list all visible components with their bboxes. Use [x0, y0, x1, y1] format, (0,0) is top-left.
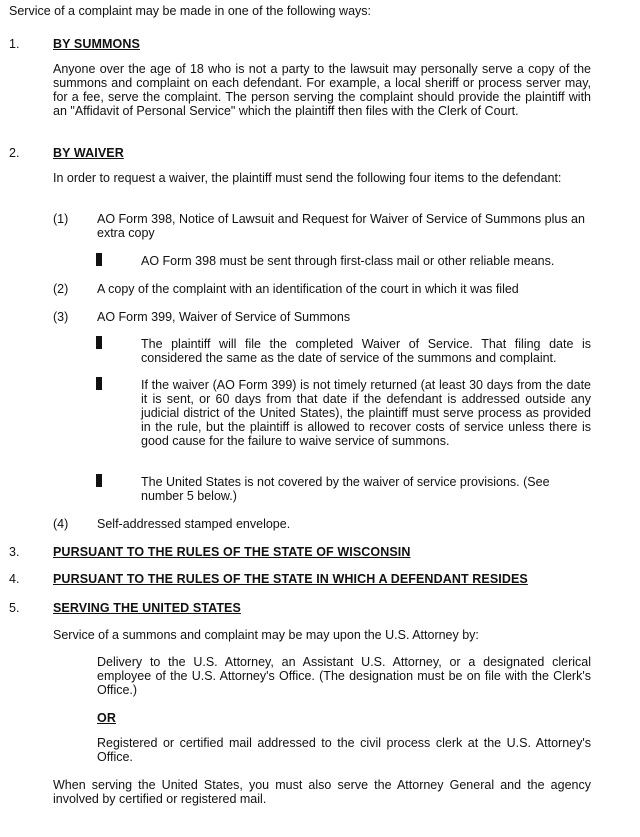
item-2-number: (2) [53, 282, 69, 296]
bullet-marker [96, 474, 102, 487]
section-3-heading: PURSUANT TO THE RULES OF THE STATE OF WISCONSIN [53, 545, 411, 559]
bullet-marker [96, 253, 102, 266]
section-5-closing: When serving the United States, you must also serve the Attorney General and the agency involved by certified or registered mail. [53, 778, 591, 806]
intro-text: Service of a complaint may be made in one of the following ways: [9, 4, 371, 18]
section-4-number: 4. [9, 572, 20, 586]
section-5-or-label: OR [97, 711, 116, 725]
section-5-option-2: Registered or certified mail addressed to the civil process clerk at the U.S. Attorney's Office. [97, 736, 591, 764]
section-1-heading: BY SUMMONS [53, 37, 140, 51]
item-1-text: AO Form 398, Notice of Lawsuit and Request for Waiver of Service of Summons plus an extra copy [97, 212, 585, 240]
item-3-bullet-2: If the waiver (AO Form 399) is not timely returned (at least 30 days from the date it is sent, or 60 days from that date if the defendant is addressed outside any judicial district of the United States), the plaintiff must serve process as provided in the rule, but the plaintiff is allowed to recover costs of service unless there is good cause for the failure to waive service of summons. [141, 378, 591, 448]
section-2-number: 2. [9, 146, 20, 160]
item-3-number: (3) [53, 310, 69, 324]
bullet-marker [96, 336, 102, 349]
item-2-text: A copy of the complaint with an identification of the court in which it was filed [97, 282, 519, 296]
item-1-number: (1) [53, 212, 69, 226]
item-1-bullet-1: AO Form 398 must be sent through first-class mail or other reliable means. [141, 254, 555, 268]
item-3-bullet-1: The plaintiff will file the completed Waiver of Service. That filing date is considered the same as the date of service of the summons and complaint. [141, 337, 591, 365]
item-3-text: AO Form 399, Waiver of Service of Summons [97, 310, 351, 324]
item-4-number: (4) [53, 517, 69, 531]
section-4-heading: PURSUANT TO THE RULES OF THE STATE IN WHICH A DEFENDANT RESIDES [53, 572, 528, 586]
section-2-body: In order to request a waiver, the plaintiff must send the following four items to the defendant: [53, 171, 562, 185]
section-5-number: 5. [9, 601, 20, 615]
section-2-heading: BY WAIVER [53, 146, 124, 160]
section-5-option-1: Delivery to the U.S. Attorney, an Assistant U.S. Attorney, or a designated clerical employee of the U.S. Attorney's Office. (The designation must be on file with the Clerk's Office.) [97, 655, 591, 697]
section-5-heading: SERVING THE UNITED STATES [53, 601, 241, 615]
item-4-text: Self-addressed stamped envelope. [97, 517, 291, 531]
section-5-body: Service of a summons and complaint may be may upon the U.S. Attorney by: [53, 628, 479, 642]
section-1-number: 1. [9, 37, 20, 51]
section-1-body: Anyone over the age of 18 who is not a party to the lawsuit may personally serve a copy of the summons and complaint on each defendant. For example, a local sheriff or process server may, for a fee, serve the complaint. The person serving the complaint should provide the plaintiff with an "Affidavit of Personal Service" which the plaintiff then files with the Clerk of Court. [53, 62, 591, 118]
bullet-marker [96, 377, 102, 390]
section-3-number: 3. [9, 545, 20, 559]
item-3-bullet-3: The United States is not covered by the waiver of service provisions. (See number 5 below.) [141, 475, 550, 503]
